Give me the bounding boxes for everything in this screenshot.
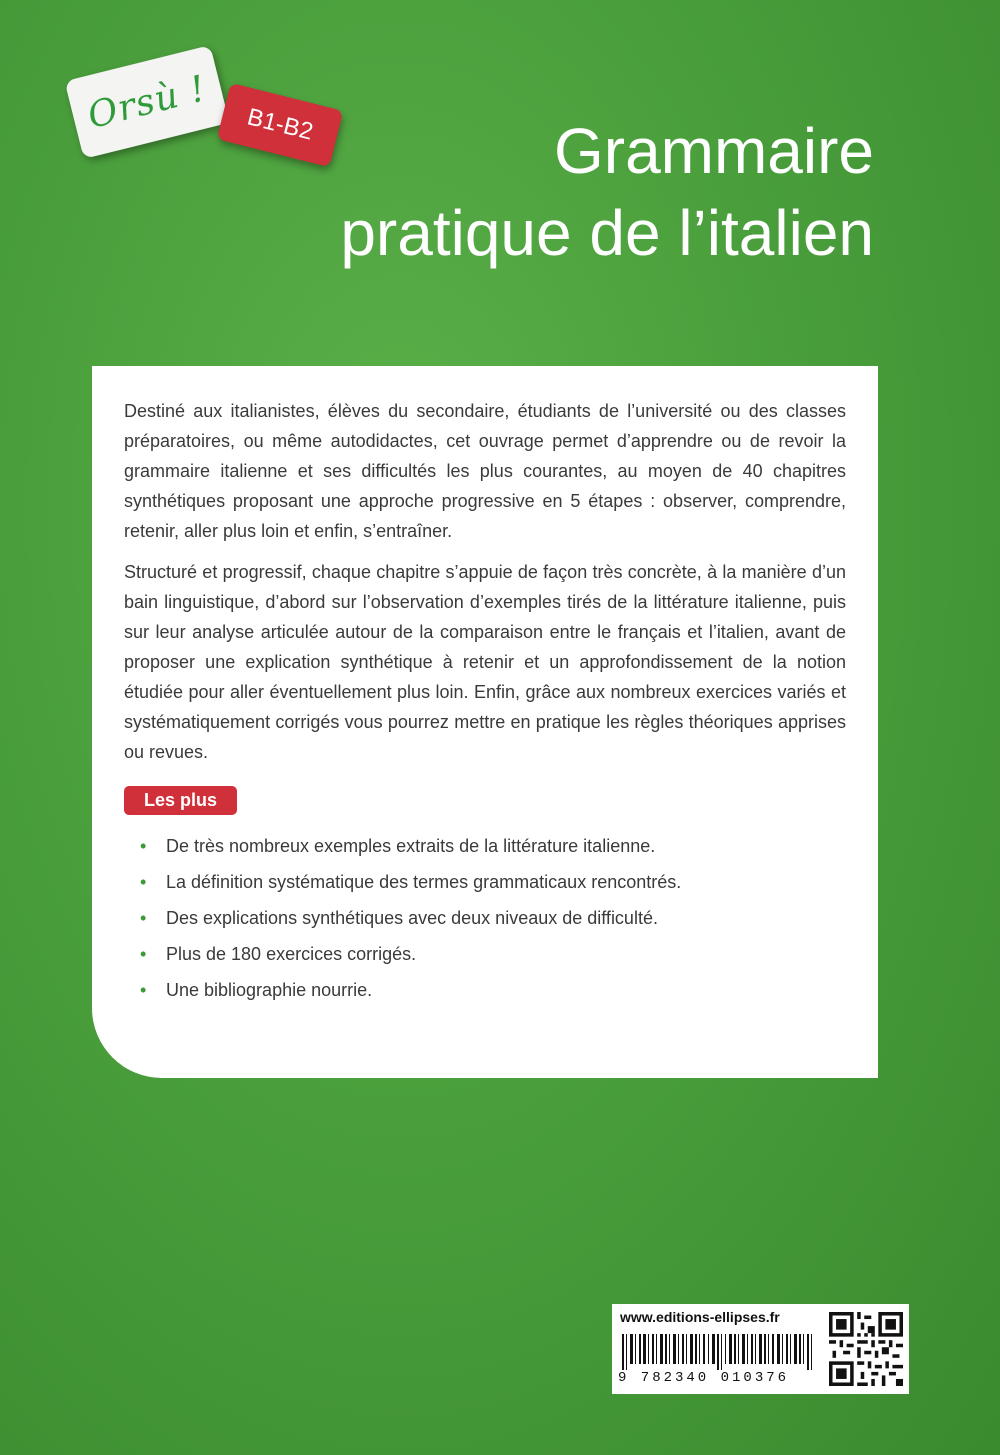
description-paragraph-2: Structuré et progressif, chaque chapitre s’appuie de façon très concrète, à la manière d’un bain linguistique, d’abord sur l’observation d’exemples tirés de la littérature italienne, puis sur leur analyse articulée autour de la comparaison entre le français et l’italien, avant de proposer une explication synthétique à retenir et un approfondissement de la notion étudiée pour aller éventuellement plus loin. Enfin, grâce aux nombreux exercices variés et systématiquement corrigés vous pourrez mettre en pratique les règles théoriques apprises ou revues. (124, 562, 846, 762)
list-item (124, 833, 846, 860)
series-tag (65, 45, 230, 159)
list-item (124, 869, 846, 896)
series-name: Orsù ! (83, 67, 211, 137)
bullet-icon: • (140, 872, 147, 892)
title-line-2: pratique de l’italien (340, 197, 874, 269)
bullet-icon: • (140, 836, 147, 856)
level-tag (217, 83, 344, 167)
list-item-text: La définition systématique des termes grammaticaux rencontrés. (166, 872, 682, 892)
list-item-text: Une bibliographie nourrie. (166, 980, 373, 1000)
bullet-icon: • (140, 908, 147, 928)
barcode-box (612, 1304, 909, 1394)
list-item-text: De très nombreux exemples extraits de la littérature italienne. (166, 836, 656, 856)
list-item-text: Plus de 180 exercices corrigés. (166, 944, 417, 964)
bullet-icon: • (140, 944, 147, 964)
list-item (124, 905, 846, 932)
list-item (124, 977, 846, 1004)
book-title (340, 110, 874, 274)
description-panel (92, 366, 878, 1078)
publisher-url: www.editions-ellipses.fr (620, 1309, 780, 1325)
list-item (124, 941, 846, 968)
list-item-text: Des explications synthétiques avec deux niveaux de difficulté. (166, 908, 658, 928)
bullet-icon: • (140, 980, 147, 1000)
description-paragraph-1: Destiné aux italianistes, élèves du secondaire, étudiants de l’université ou des classes préparatoires, ou même autodidactes, cet ouvrage permet d’apprendre ou de revoir la grammaire italienne et ses difficultés les plus courantes, au moyen de 40 chapitres synthétiques proposant une approche progressive en 5 étapes : observer, comprendre, retenir, aller plus loin et enfin, s’entraîner. (124, 401, 846, 541)
qr-code-icon (829, 1312, 903, 1386)
title-line-1: Grammaire (553, 115, 874, 187)
isbn-number: 9 782340 010376 (618, 1370, 790, 1386)
plus-badge: Les plus (124, 786, 237, 815)
level-label: B1-B2 (244, 103, 316, 146)
barcode-icon (622, 1334, 818, 1370)
plus-list (124, 833, 846, 1004)
